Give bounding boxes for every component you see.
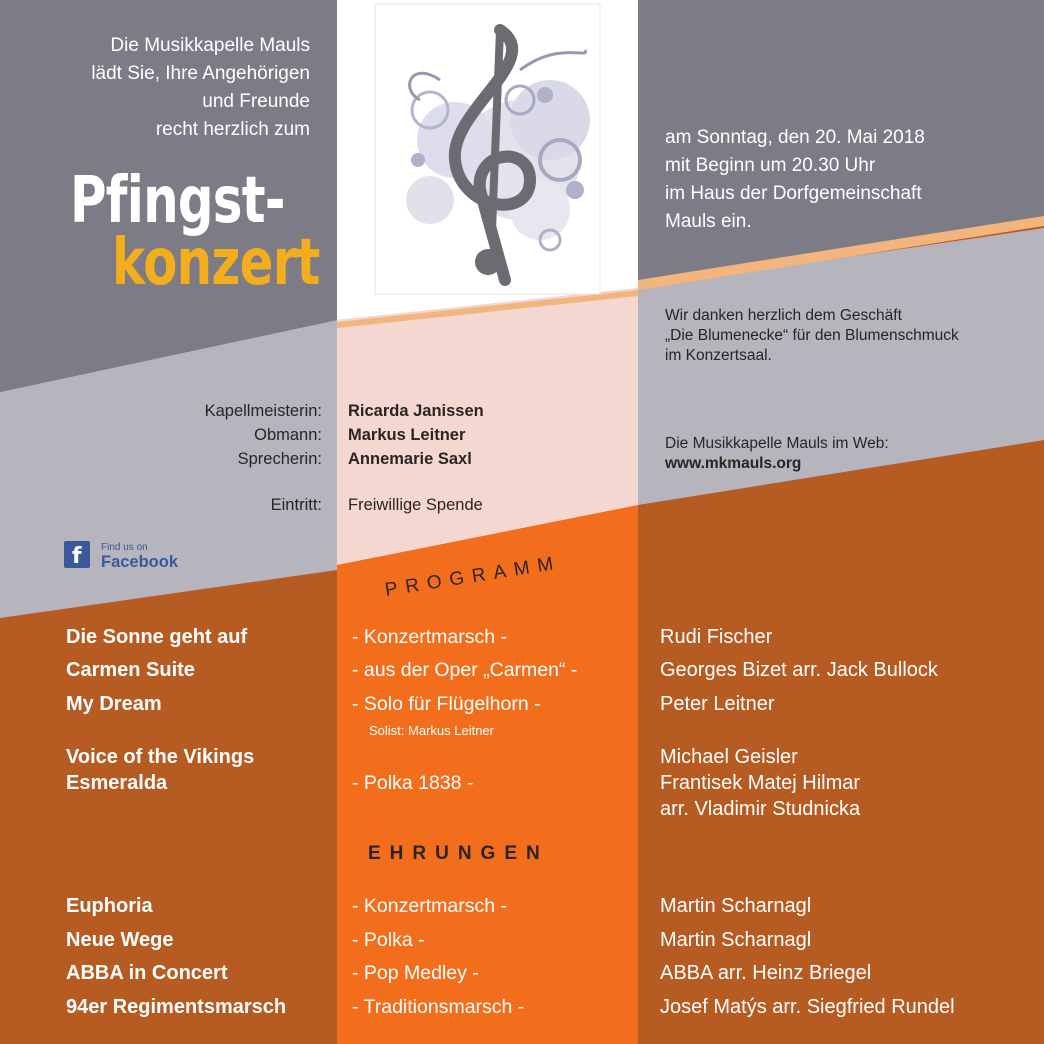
- intro-line: Die Musikkapelle Mauls: [110, 35, 310, 56]
- program-title: ABBA in Concert: [66, 962, 228, 984]
- crew-name: Markus Leitner: [348, 426, 466, 444]
- program-desc: - Pop Medley -: [352, 962, 479, 984]
- program-composer: Josef Matýs arr. Siegfried Rundel: [660, 996, 955, 1018]
- title-line-2: konzert: [112, 226, 320, 300]
- facebook-icon: f: [64, 541, 90, 568]
- program-composer: Georges Bizet arr. Jack Bullock: [660, 659, 938, 681]
- program-title: My Dream: [66, 693, 162, 715]
- crew-role: Obmann:: [254, 426, 322, 444]
- event-line: im Haus der Dorfgemeinschaft: [665, 183, 922, 204]
- intro-line: recht herzlich zum: [155, 119, 310, 140]
- program-title: Die Sonne geht auf: [66, 626, 248, 648]
- event-line: am Sonntag, den 20. Mai 2018: [665, 127, 925, 148]
- thanks-line: Wir danken herzlich dem Geschäft: [665, 307, 902, 324]
- program-composer: ABBA arr. Heinz Briegel: [660, 962, 872, 984]
- web-label: Die Musikkapelle Mauls im Web:: [665, 435, 889, 452]
- program-composer: Martin Scharnagl: [660, 895, 812, 917]
- program-title: Euphoria: [66, 895, 153, 917]
- event-details: [665, 124, 925, 236]
- treble-clef-artwork: [375, 4, 600, 294]
- facebook-big-text: Facebook: [101, 553, 179, 571]
- thanks-line: „Die Blumenecke“ für den Blumenschmuck: [665, 327, 959, 344]
- program-composer: Peter Leitner: [660, 693, 775, 715]
- admission-value: Freiwillige Spende: [348, 496, 483, 514]
- thanks-line: im Konzertsaal.: [665, 347, 772, 364]
- program-desc: - Solo für Flügelhorn -: [352, 693, 541, 715]
- program-title: 94er Regimentsmarsch: [66, 996, 287, 1018]
- program-desc: - aus der Oper „Carmen“ -: [352, 659, 578, 681]
- programm-heading-text: PROGRAMM: [383, 552, 563, 601]
- intro-line: lädt Sie, Ihre Angehörigen: [91, 63, 310, 84]
- program-desc: - Konzertmarsch -: [352, 895, 507, 917]
- facebook-small-text: Find us on: [101, 542, 148, 553]
- program-title: Neue Wege: [66, 929, 174, 951]
- program-composer: Martin Scharnagl: [660, 929, 812, 951]
- soloist-note: Solist: Markus Leitner: [369, 723, 494, 738]
- programm-heading: [380, 548, 600, 608]
- crew-role: Sprecherin:: [237, 450, 322, 468]
- event-line: mit Beginn um 20.30 Uhr: [665, 155, 876, 176]
- program-title: Esmeralda: [66, 772, 168, 794]
- program-composer: arr. Vladimir Studnicka: [660, 798, 861, 820]
- thanks-note: [665, 306, 959, 366]
- program-title: Voice of the Vikings: [66, 746, 255, 768]
- crew-role: Kapellmeisterin:: [204, 402, 322, 420]
- program-desc: - Polka -: [352, 929, 425, 951]
- title-line-1: Pfingst-: [70, 164, 285, 238]
- intro-line: und Freunde: [202, 91, 310, 112]
- crew-name: Ricarda Janissen: [348, 402, 484, 420]
- program-desc: - Polka 1838 -: [352, 772, 474, 794]
- event-line: Mauls ein.: [665, 211, 752, 232]
- program-composer: Rudi Fischer: [660, 626, 773, 648]
- invitation-text: [0, 32, 310, 144]
- program-composer: Frantisek Matej Hilmar: [660, 772, 861, 794]
- program-composer: Michael Geisler: [660, 746, 798, 768]
- program-desc: - Konzertmarsch -: [352, 626, 507, 648]
- crew-name: Annemarie Saxl: [348, 450, 472, 468]
- admission-label: Eintritt:: [270, 496, 322, 514]
- web-link[interactable]: www.mkmauls.org: [665, 455, 802, 472]
- program-desc: - Traditionsmarsch -: [352, 996, 525, 1018]
- honors-heading: EHRUNGEN: [368, 843, 549, 864]
- program-title: Carmen Suite: [66, 659, 195, 681]
